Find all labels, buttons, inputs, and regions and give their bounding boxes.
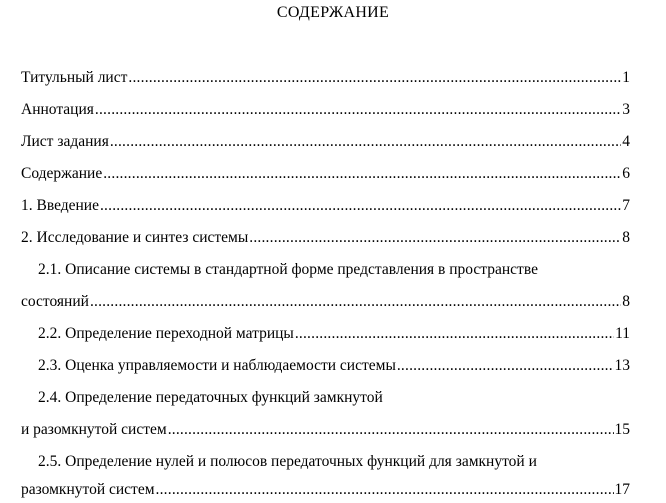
dot-leader (110, 131, 621, 153)
toc-entry-text: 2.1. Описание системы в стандартной форме представления в пространстве (38, 261, 538, 278)
dot-leader (95, 99, 621, 121)
toc-entry-text: 1. Введение (21, 197, 99, 214)
toc-entry-page-number: 1 (622, 69, 630, 86)
toc-entry-page-number: 7 (622, 197, 630, 214)
dot-leader (156, 479, 614, 501)
toc-entry-page-number: 17 (614, 481, 630, 498)
dot-leader (128, 67, 621, 89)
toc-entry-page-number: 15 (614, 421, 630, 438)
dot-leader (295, 323, 614, 345)
toc-entry-page-number: 8 (622, 293, 630, 310)
dot-leader (90, 291, 621, 313)
toc-entry-page-number: 13 (614, 357, 630, 374)
toc-entry-2-4-line2 (21, 419, 630, 441)
toc-entry-page-number: 8 (622, 229, 630, 246)
toc-entry-text: Лист задания (21, 133, 109, 150)
toc-entry-2-5-line2 (21, 479, 630, 501)
toc-entry-page-number: 4 (622, 133, 630, 150)
toc-entry-2-2 (21, 323, 630, 345)
toc-entry-contents (21, 163, 630, 185)
toc-entry-text: и разомкнутой систем (21, 421, 167, 438)
toc-entry-2-4-line1 (21, 387, 630, 409)
toc-entry-text: Титульный лист (21, 69, 128, 86)
toc-entry-text: 2.4. Определение передаточных функций замкнутой (38, 389, 383, 406)
toc-entry-text: 2.3. Оценка управляемости и наблюдаемости системы (38, 357, 396, 374)
dot-leader (168, 419, 614, 441)
toc-entry-text: Содержание (21, 165, 103, 182)
toc-entry-2-1-line1 (21, 259, 630, 281)
toc-entry-text: Аннотация (21, 101, 94, 118)
dot-leader (249, 227, 621, 249)
toc-entry-2-3 (21, 355, 630, 377)
dot-leader (397, 355, 614, 377)
toc-entry-text: 2.2. Определение переходной матрицы (38, 325, 294, 342)
dot-leader (100, 195, 621, 217)
toc-entry-text: состояний (21, 293, 89, 310)
page-title: СОДЕРЖАНИЕ (276, 4, 390, 21)
toc-entry-2-5-line1 (21, 451, 630, 473)
toc-entry-assignment (21, 131, 630, 153)
toc-entry-2-1-line2 (21, 291, 630, 313)
toc-entry-text: разомкнутой систем (21, 481, 155, 498)
toc-entry-research (21, 227, 630, 249)
dot-leader (103, 163, 621, 185)
toc-entry-page-number: 11 (615, 325, 630, 342)
toc-entry-text: 2.5. Определение нулей и полюсов передаточных функций для замкнутой и (38, 453, 537, 470)
toc-entry-annotation (21, 99, 630, 121)
toc-entry-text: 2. Исследование и синтез системы (21, 229, 249, 246)
toc-entry-title-page (21, 67, 630, 89)
toc-entry-introduction (21, 195, 630, 217)
toc-entry-page-number: 3 (622, 101, 630, 118)
toc-entry-page-number: 6 (622, 165, 630, 182)
